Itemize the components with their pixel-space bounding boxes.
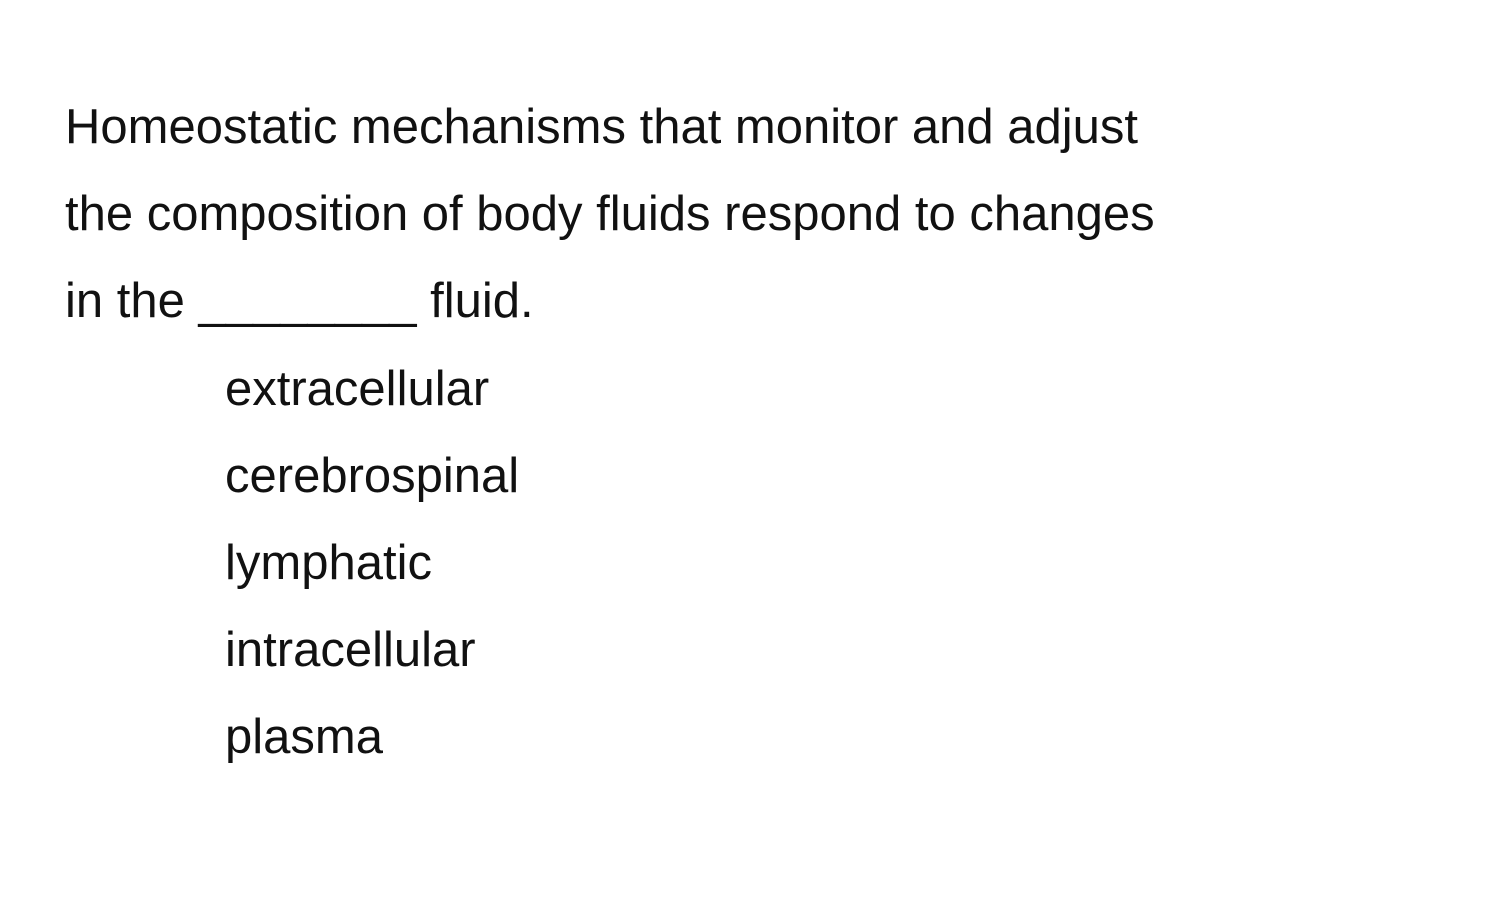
question-text <box>65 84 1445 345</box>
answer-option-cerebrospinal[interactable]: cerebrospinal <box>225 449 520 503</box>
answer-option-lymphatic[interactable]: lymphatic <box>225 536 432 590</box>
question-line: Homeostatic mechanisms that monitor and adjust <box>65 100 1139 154</box>
answer-options <box>225 346 519 781</box>
question-line: the composition of body fluids respond to changes <box>65 187 1155 241</box>
question-line: in the ________ fluid. <box>65 274 534 328</box>
answer-option-intracellular[interactable]: intracellular <box>225 623 476 677</box>
answer-option-plasma[interactable]: plasma <box>225 710 383 764</box>
answer-option-extracellular[interactable]: extracellular <box>225 362 490 416</box>
